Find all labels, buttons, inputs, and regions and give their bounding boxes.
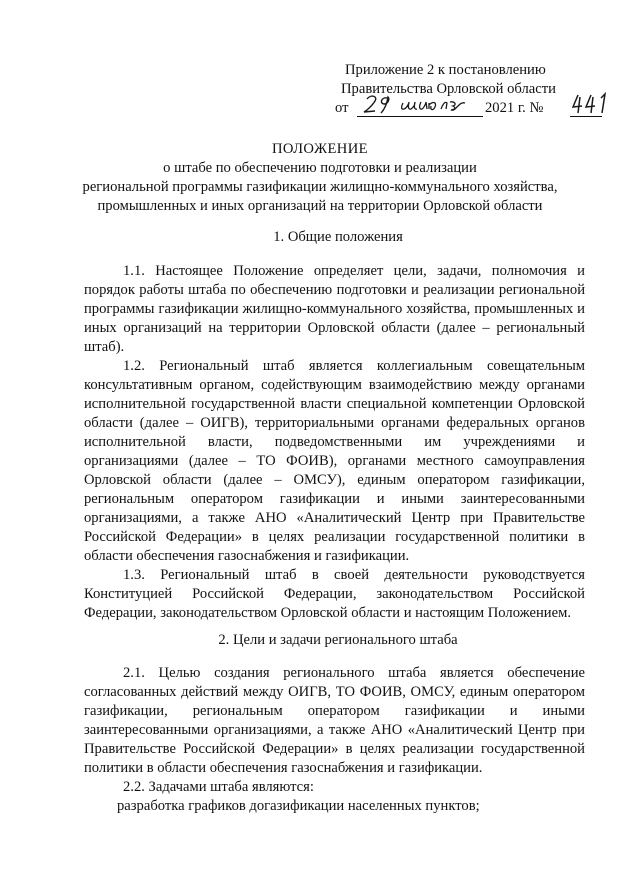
section-2-body bbox=[84, 664, 585, 816]
header-date-number-line bbox=[335, 99, 615, 119]
paragraph-1-2 bbox=[84, 357, 585, 566]
section-2-heading: 2. Цели и задачи регионального штаба bbox=[218, 632, 458, 648]
paragraph-1-2-text: 1.2. Региональный штаб является коллегиальным совещательным консультативным органом, содействующим взаимодействию между органами исполнительной государственной власти специальной компетенции Орловской области (далее – ОИГВ), территориальными органами федеральных органов исполнительной власти, подведомственными им учреждениями и организациями (далее – ТО ФОИВ), органами местного самоуправления Орловской области (далее – ОМСУ), единым оператором газификации, региональным оператором газификации и иными заинтересованными организациями, а также АНО «Аналитический Центр при Правительстве Российской Федерации» в целях реализации государственной политики в области обеспечения газоснабжения и газификации. bbox=[84, 358, 585, 564]
handwritten-date bbox=[357, 93, 485, 117]
paragraph-2-2-item: разработка графиков догазификации населенных пунктов; bbox=[117, 798, 480, 814]
approval-header bbox=[335, 61, 615, 119]
header-line-1: Приложение 2 к постановлению bbox=[345, 62, 546, 78]
paragraph-1-1-text: 1.1. Настоящее Положение определяет цели, задачи, полномочия и порядок работы штаба по обеспечению подготовки и реализации региональной программы газификации жилищно-коммунального хозяйства, промышленных и иных организаций на территории Орловской области (далее – региональный штаб). bbox=[84, 263, 585, 355]
date-underline bbox=[357, 116, 483, 117]
header-year: 2021 г. № bbox=[485, 100, 544, 116]
title-line-2: региональной программы газификации жилищно-коммунального хозяйства, bbox=[82, 179, 558, 195]
section-1-heading: 1. Общие положения bbox=[273, 229, 403, 245]
paragraph-1-3 bbox=[84, 566, 585, 623]
paragraph-2-2: 2.2. Задачами штаба являются: bbox=[123, 779, 314, 795]
paragraph-2-1 bbox=[84, 664, 585, 778]
paragraph-1-1 bbox=[84, 262, 585, 357]
title-main: ПОЛОЖЕНИЕ bbox=[271, 141, 368, 157]
title-line-3: промышленных и иных организаций на территории Орловской области bbox=[97, 198, 543, 214]
paragraph-1-3-text: 1.3. Региональный штаб в своей деятельности руководствуется Конституцией Российской Федерации, законодательством Российской Федерации, законодательством Орловской области и настоящим Положением. bbox=[84, 567, 585, 621]
document-title bbox=[60, 140, 580, 216]
handwritten-number bbox=[570, 92, 610, 116]
title-line-1: о штабе по обеспечению подготовки и реализации bbox=[163, 160, 477, 176]
number-underline bbox=[570, 116, 602, 117]
paragraph-2-1-text: 2.1. Целью создания регионального штаба является обеспечение согласованных действий между ОИГВ, ТО ФОИВ, ОМСУ, единым оператором газификации, региональным оператором газификации и иными заинтересованными организациями, а также АНО «Аналитический Центр при Правительстве Российской Федерации» в целях реализации государственной политики в области обеспечения газоснабжения и газификации. bbox=[84, 665, 585, 776]
section-1-body bbox=[84, 262, 585, 623]
header-line-2: Правительства Орловской области bbox=[341, 81, 556, 97]
header-prefix: от bbox=[335, 100, 349, 116]
